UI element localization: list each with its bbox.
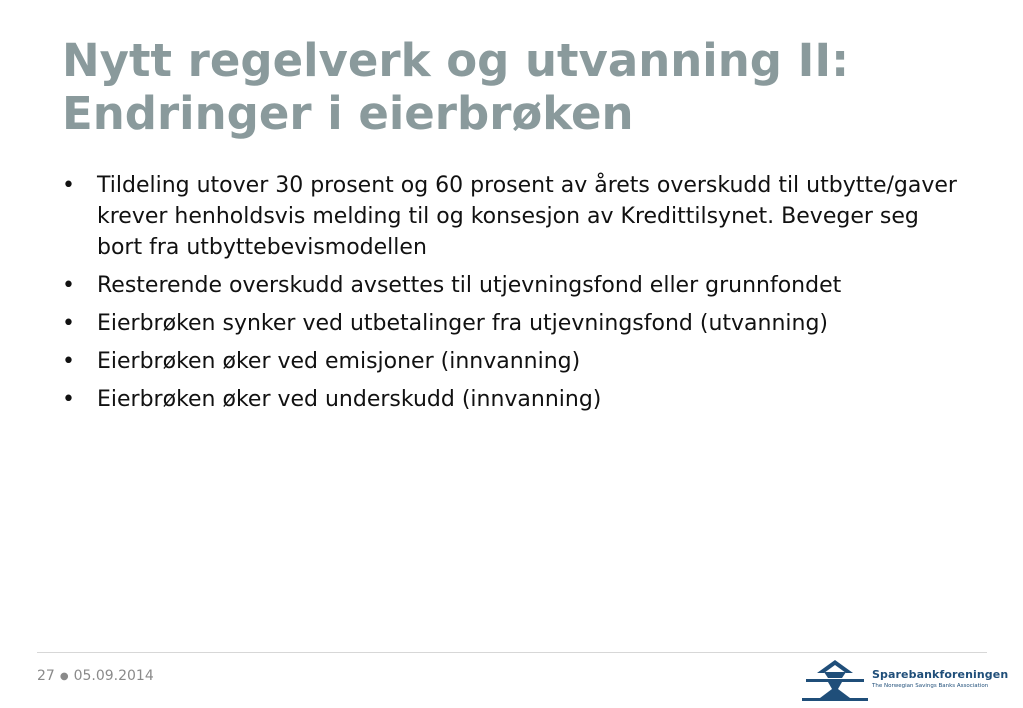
bullet-dot: •	[62, 273, 75, 298]
bullet-item	[62, 170, 962, 263]
bullet-text: Eierbrøken synker ved utbetalinger fra utjevningsfond (utvanning)	[97, 311, 829, 336]
bullet-item	[62, 384, 962, 415]
bullet-dot: •	[62, 387, 75, 412]
footer-date: 05.09.2014	[73, 668, 154, 684]
logo-subtitle: The Norwegian Savings Banks Association	[872, 683, 989, 689]
bullet-text: Eierbrøken øker ved emisjoner (innvanning)	[97, 349, 581, 374]
sparebankforeningen-logo	[802, 659, 1009, 701]
bullet-text: Eierbrøken øker ved underskudd (innvanning)	[97, 387, 602, 412]
footer-divider	[37, 652, 987, 653]
bullet-item	[62, 308, 962, 339]
bullet-text: Tildeling utover 30 prosent og 60 prosent av årets overskudd til utbytte/gaver krever henholdsvis melding til og konsesjon av Kredittilsynet. Beveger seg bort fra utbyttebevismodellen	[97, 173, 957, 260]
slide-title-line-2: Endringer i eierbrøken	[62, 87, 634, 140]
logo-text	[872, 668, 1008, 689]
bullet-text: Resterende overskudd avsettes til utjevningsfond eller grunnfondet	[97, 273, 842, 298]
slide-title	[62, 34, 982, 140]
page-number: 27	[37, 668, 55, 684]
sparebankforeningen-logo-icon	[802, 659, 868, 701]
slide-title-line-1: Nytt regelverk og utvanning II:	[62, 34, 850, 87]
bullet-dot: •	[62, 173, 75, 198]
footer-info	[37, 668, 154, 684]
logo-name: Sparebankforeningen	[872, 668, 1009, 681]
bullet-item	[62, 346, 962, 377]
bullet-item	[62, 270, 962, 301]
bullet-dot: •	[62, 349, 75, 374]
bullet-list	[62, 170, 962, 422]
footer-separator: ●	[59, 671, 69, 682]
bullet-dot: •	[62, 311, 75, 336]
